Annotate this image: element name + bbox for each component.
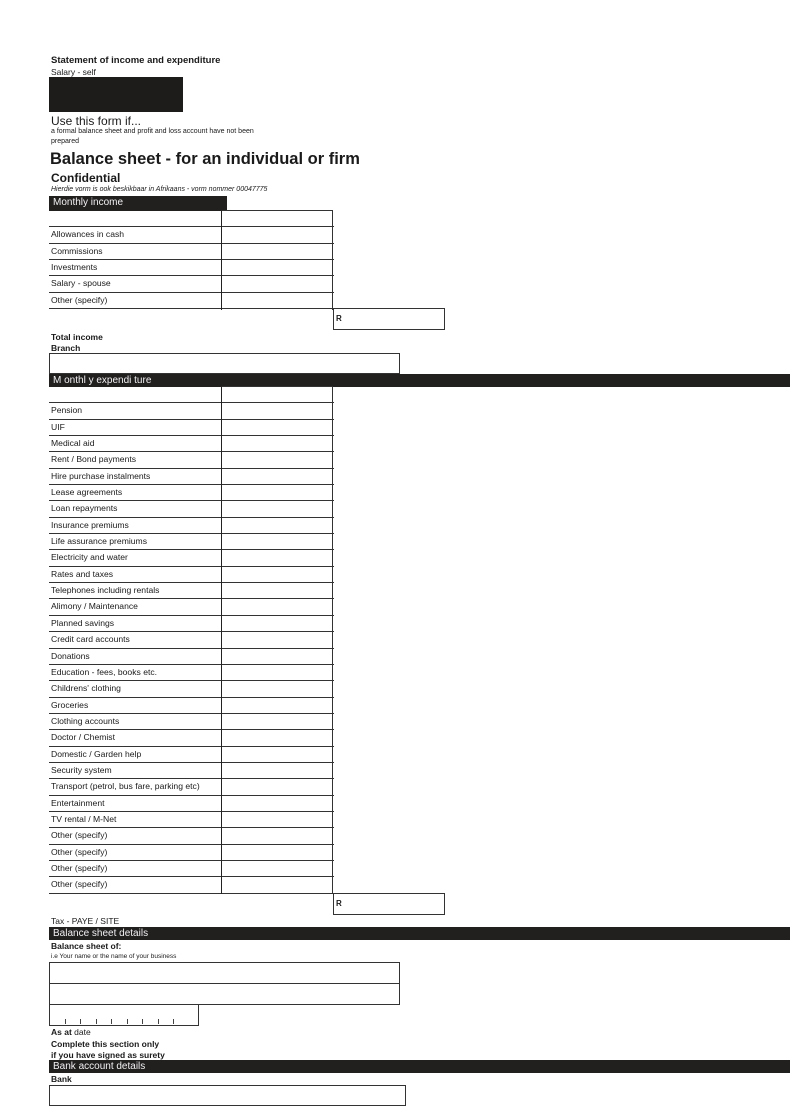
expenditure-value-field[interactable]: [221, 451, 333, 469]
income-row: Other (specify): [49, 293, 334, 309]
bank-label: Bank: [51, 1074, 72, 1084]
expenditure-value-field[interactable]: [221, 795, 333, 813]
monthly-income-table: [49, 211, 334, 309]
expenditure-value-field[interactable]: [221, 664, 333, 682]
expenditure-value-field[interactable]: [221, 811, 333, 829]
income-row: Commissions: [49, 244, 334, 260]
expenditure-row: Groceries: [49, 698, 334, 714]
expenditure-row: Transport (petrol, bus fare, parking etc): [49, 779, 334, 795]
expenditure-value-field[interactable]: [221, 386, 333, 404]
expenditure-value-field[interactable]: [221, 746, 333, 764]
expenditure-row: Education - fees, books etc.: [49, 665, 334, 681]
name-field-2[interactable]: [49, 983, 400, 1005]
expenditure-row: Planned savings: [49, 616, 334, 632]
income-value-field[interactable]: [221, 259, 333, 277]
expenditure-row: Donations: [49, 649, 334, 665]
expenditure-value-field[interactable]: [221, 778, 333, 796]
date-tick: [80, 1019, 81, 1024]
income-value-field[interactable]: [221, 210, 333, 228]
use-form-if: Use this form if...: [51, 114, 142, 128]
monthly-expenditure-header: [49, 374, 790, 387]
expenditure-value-field[interactable]: [221, 844, 333, 862]
as-at-date-label: As at date: [51, 1027, 91, 1037]
expenditure-value-field[interactable]: [221, 566, 333, 584]
expenditure-value-field[interactable]: [221, 484, 333, 502]
expenditure-row: Pension: [49, 403, 334, 419]
statement-title: Statement of income and expenditure: [51, 55, 221, 66]
date-tick: [65, 1019, 66, 1024]
branch-label: Branch: [51, 343, 81, 353]
expenditure-row: Hire purchase instalments: [49, 469, 334, 485]
income-row: Investments: [49, 260, 334, 276]
surety-note-1: Complete this section only: [51, 1039, 160, 1049]
expenditure-value-field[interactable]: [221, 876, 333, 894]
date-tick: [142, 1019, 143, 1024]
total-expenditure-field[interactable]: R: [333, 893, 445, 915]
expenditure-row: Entertainment: [49, 796, 334, 812]
bank-account-details-header: [49, 1060, 790, 1073]
expenditure-row: TV rental / M-Net: [49, 812, 334, 828]
balance-sheet-details-header: [49, 927, 790, 940]
name-field-1[interactable]: [49, 962, 400, 984]
income-value-field[interactable]: [221, 243, 333, 261]
expenditure-row: Telephones including rentals: [49, 583, 334, 599]
expenditure-row: Security system: [49, 763, 334, 779]
total-income-field[interactable]: R: [333, 308, 445, 330]
as-at-date-field[interactable]: [49, 1004, 199, 1026]
expenditure-row: Rates and taxes: [49, 567, 334, 583]
expenditure-row: Lease agreements: [49, 485, 334, 501]
expenditure-value-field[interactable]: [221, 598, 333, 616]
expenditure-value-field[interactable]: [221, 435, 333, 453]
income-row: [49, 211, 334, 227]
expenditure-value-field[interactable]: [221, 680, 333, 698]
expenditure-row: Childrens' clothing: [49, 681, 334, 697]
date-tick: [111, 1019, 112, 1024]
expenditure-value-field[interactable]: [221, 517, 333, 535]
balance-sheet-of-label: Balance sheet of:: [51, 941, 122, 951]
expenditure-row: Electricity and water: [49, 550, 334, 566]
monthly-expenditure-table: [49, 387, 334, 894]
expenditure-value-field[interactable]: [221, 762, 333, 780]
expenditure-value-field[interactable]: [221, 615, 333, 633]
expenditure-row: Loan repayments: [49, 501, 334, 517]
confidential-label: Confidential: [51, 171, 121, 185]
expenditure-value-field[interactable]: [221, 713, 333, 731]
surety-note-2: if you have signed as surety: [51, 1050, 165, 1060]
use-form-desc-1: a formal balance sheet and profit and loss account have not been: [51, 128, 254, 135]
balance-sheet-details-label: Balance sheet details: [53, 928, 149, 939]
expenditure-value-field[interactable]: [221, 533, 333, 551]
afrikaans-note: Hierdie vorm is ook beskikbaar in Afrikaans - vorm nommer 00047775: [51, 186, 268, 193]
balance-sheet-hint: i.e Your name or the name of your business: [51, 953, 177, 960]
expenditure-value-field[interactable]: [221, 860, 333, 878]
expenditure-value-field[interactable]: [221, 582, 333, 600]
expenditure-row: Rent / Bond payments: [49, 452, 334, 468]
income-row: Salary - spouse: [49, 276, 334, 292]
branch-input[interactable]: [49, 353, 400, 374]
redacted-block: [49, 77, 183, 112]
salary-self-label: Salary - self: [51, 67, 96, 77]
page-title: Balance sheet - for an individual or firm: [50, 150, 360, 168]
expenditure-row: Credit card accounts: [49, 632, 334, 648]
expenditure-row: Other (specify): [49, 845, 334, 861]
expenditure-value-field[interactable]: [221, 729, 333, 747]
income-value-field[interactable]: [221, 226, 333, 244]
expenditure-row: Insurance premiums: [49, 518, 334, 534]
expenditure-row: Medical aid: [49, 436, 334, 452]
use-form-desc-2: prepared: [51, 138, 80, 145]
expenditure-value-field[interactable]: [221, 827, 333, 845]
date-tick: [173, 1019, 174, 1024]
monthly-expenditure-label: M onthl y expendi ture: [53, 375, 152, 386]
expenditure-value-field[interactable]: [221, 419, 333, 437]
date-tick: [96, 1019, 97, 1024]
expenditure-value-field[interactable]: [221, 549, 333, 567]
expenditure-value-field[interactable]: [221, 500, 333, 518]
expenditure-row: Doctor / Chemist: [49, 730, 334, 746]
expenditure-value-field[interactable]: [221, 648, 333, 666]
expenditure-row: Other (specify): [49, 861, 334, 877]
expenditure-row: Domestic / Garden help: [49, 747, 334, 763]
expenditure-row: Alimony / Maintenance: [49, 599, 334, 615]
income-value-field[interactable]: [221, 275, 333, 293]
bank-account-details-label: Bank account details: [53, 1061, 146, 1072]
expenditure-value-field[interactable]: [221, 402, 333, 420]
expenditure-row: Other (specify): [49, 877, 334, 893]
expenditure-row: Other (specify): [49, 828, 334, 844]
monthly-income-label: Monthly income: [53, 197, 124, 208]
expenditure-row: Clothing accounts: [49, 714, 334, 730]
expenditure-row: [49, 387, 334, 403]
bank-input[interactable]: [49, 1085, 406, 1106]
monthly-income-header: [49, 196, 227, 211]
income-value-field[interactable]: [221, 292, 333, 310]
date-tick: [127, 1019, 128, 1024]
income-row: Allowances in cash: [49, 227, 334, 243]
expenditure-row: Life assurance premiums: [49, 534, 334, 550]
expenditure-value-field[interactable]: [221, 631, 333, 649]
total-income-label: Total income: [51, 332, 103, 342]
expenditure-row: UIF: [49, 420, 334, 436]
tax-label: Tax - PAYE / SITE: [51, 916, 120, 926]
date-tick: [158, 1019, 159, 1024]
expenditure-value-field[interactable]: [221, 468, 333, 486]
expenditure-value-field[interactable]: [221, 697, 333, 715]
